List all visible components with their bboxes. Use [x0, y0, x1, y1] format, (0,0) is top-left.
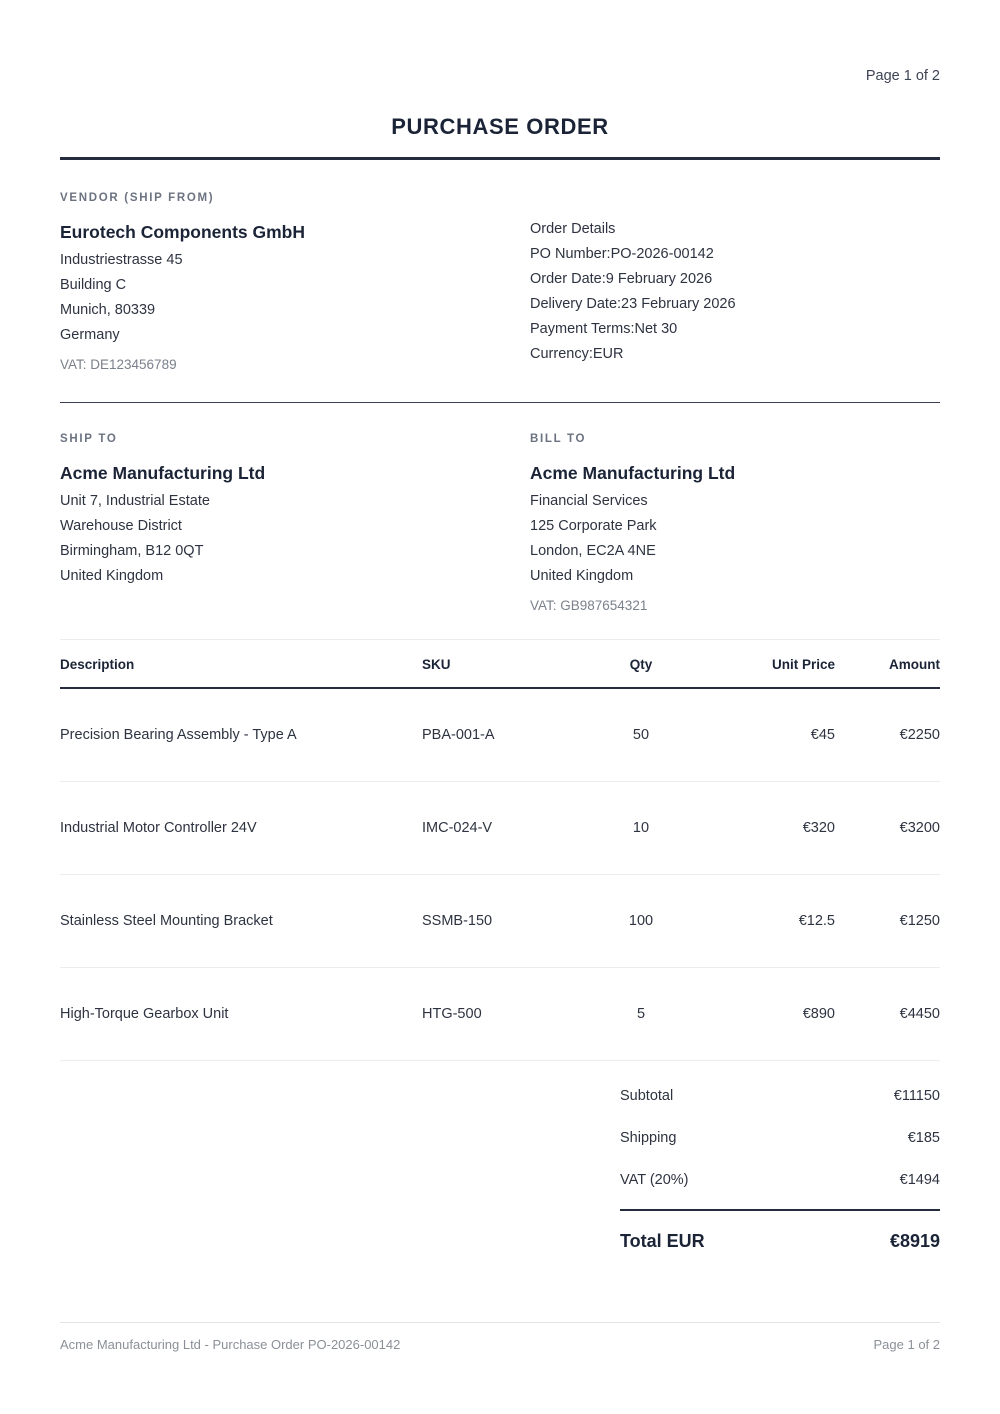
item-description: Industrial Motor Controller 24V: [60, 782, 422, 875]
ship-and-bill-section: [60, 403, 940, 639]
totals-section: [60, 1060, 940, 1265]
vendor-block: [60, 192, 530, 372]
bill-to-address-line: London, EC2A 4NE: [530, 543, 656, 559]
total-label: Total EUR: [620, 1231, 705, 1251]
item-sku: IMC-024-V: [422, 782, 582, 875]
vendor-and-order-details: [60, 160, 940, 402]
bill-to-vat: VAT: GB987654321: [530, 598, 648, 613]
footer-page-indicator: Page 1 of 2: [873, 1337, 940, 1352]
column-header-sku: SKU: [422, 640, 582, 688]
item-sku: HTG-500: [422, 1006, 482, 1022]
totals-row-grand-total: [620, 1209, 940, 1265]
order-detail-currency: Currency:EUR: [530, 346, 624, 362]
vendor-name: Eurotech Components GmbH: [60, 222, 306, 242]
page-indicator-top: Page 1 of 2: [865, 68, 940, 84]
item-unit-price: €890: [802, 1006, 835, 1022]
vendor-label: VENDOR (SHIP FROM): [60, 192, 215, 204]
totals-row-vat: [620, 1159, 940, 1201]
total-value: €8919: [889, 1231, 940, 1251]
item-amount: €4450: [899, 1006, 940, 1022]
vendor-address-line: Building C: [60, 277, 127, 293]
item-sku: PBA-001-A: [422, 688, 582, 782]
order-details-block: [530, 192, 940, 372]
ship-to-address-line: Warehouse District: [60, 518, 182, 534]
item-description: Stainless Steel Mounting Bracket: [60, 875, 422, 968]
item-qty: 10: [582, 782, 700, 875]
item-qty: 100: [582, 875, 700, 968]
item-amount: €1250: [835, 875, 940, 968]
order-detail-payment-terms: Payment Terms:Net 30: [530, 321, 678, 337]
shipping-value: €185: [907, 1130, 940, 1146]
ship-to-name: Acme Manufacturing Ltd: [60, 463, 266, 483]
item-amount: €3200: [835, 782, 940, 875]
ship-to-address-line: Unit 7, Industrial Estate: [60, 493, 210, 509]
bill-to-label: BILL TO: [530, 433, 587, 445]
ship-to-address-line: United Kingdom: [60, 568, 164, 584]
item-amount: €2250: [835, 688, 940, 782]
totals-row-subtotal: [620, 1075, 940, 1117]
page-footer: [60, 1322, 940, 1352]
vendor-address-line: Munich, 80339: [60, 302, 156, 318]
column-header-unit-price: Unit Price: [700, 640, 835, 688]
bill-to-address-line: Financial Services: [530, 493, 648, 509]
table-row: [60, 968, 940, 1061]
table-row: [60, 782, 940, 875]
page-title: PURCHASE ORDER: [391, 114, 609, 139]
footer-document-reference: Acme Manufacturing Ltd - Purchase Order PO-2026-00142: [60, 1337, 401, 1352]
vat-label: VAT (20%): [620, 1172, 689, 1188]
line-items-table: [60, 640, 940, 1060]
vendor-vat: VAT: DE123456789: [60, 357, 177, 372]
item-unit-price: €320: [700, 782, 835, 875]
item-description: High-Torque Gearbox Unit: [60, 1006, 229, 1022]
column-header-qty: Qty: [582, 640, 700, 688]
column-header-amount: Amount: [835, 640, 940, 688]
subtotal-value: €11150: [893, 1088, 940, 1104]
bill-to-address-line: 125 Corporate Park: [530, 518, 657, 534]
item-unit-price: €12.5: [700, 875, 835, 968]
totals-row-shipping: [620, 1117, 940, 1159]
bill-to-name: Acme Manufacturing Ltd: [530, 463, 736, 483]
order-detail-po-number: PO Number:PO-2026-00142: [530, 246, 714, 262]
shipping-label: Shipping: [620, 1130, 677, 1146]
bill-to-block: [530, 433, 940, 613]
item-sku: SSMB-150: [422, 875, 582, 968]
vendor-address-line: Germany: [60, 327, 120, 343]
ship-to-label: SHIP TO: [60, 433, 118, 445]
table-header-row: [60, 640, 940, 688]
item-qty: 50: [582, 688, 700, 782]
vat-value: €1494: [899, 1172, 940, 1188]
subtotal-label: Subtotal: [620, 1088, 674, 1104]
order-detail-delivery-date: Delivery Date:23 February 2026: [530, 296, 736, 312]
ship-to-block: [60, 433, 530, 613]
ship-to-address-line: Birmingham, B12 0QT: [60, 543, 204, 559]
item-description: Precision Bearing Assembly - Type A: [60, 688, 422, 782]
column-header-description: Description: [60, 640, 422, 688]
table-row: [60, 688, 940, 782]
item-unit-price: €45: [700, 688, 835, 782]
vendor-address-line: Industriestrasse 45: [60, 252, 183, 268]
order-detail-order-date: Order Date:9 February 2026: [530, 271, 713, 287]
table-row: [60, 875, 940, 968]
bill-to-address-line: United Kingdom: [530, 568, 634, 584]
order-details-heading: Order Details: [530, 221, 616, 237]
item-qty: 5: [636, 1006, 646, 1022]
